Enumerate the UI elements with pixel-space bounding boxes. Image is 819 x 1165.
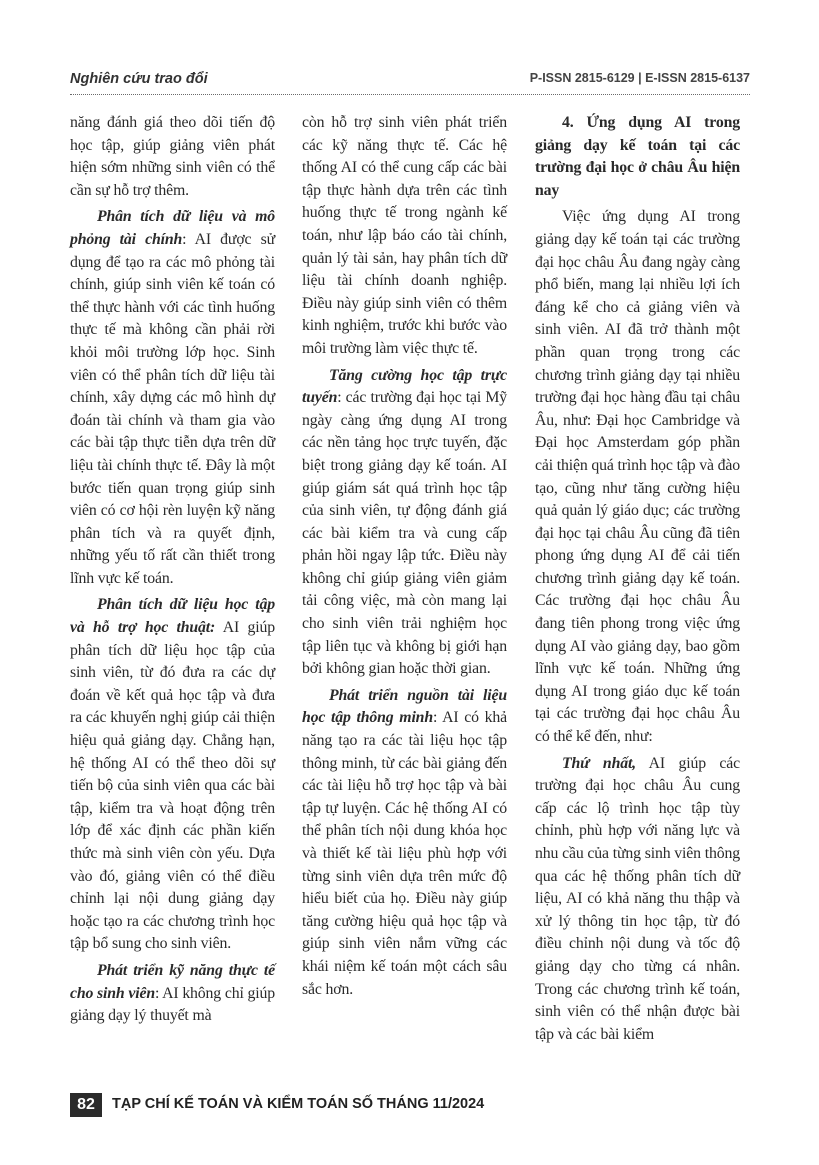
paragraph xyxy=(70,206,275,590)
header-divider xyxy=(70,94,750,95)
paragraph: còn hỗ trợ sinh viên phát triển các kỹ năng thực tế. Các hệ thống AI có thể cung cấp các bài tập thực hành dựa trên các tình huống thực tế trong ngành kế toán, như lập báo cáo tài chính, quản lý tài sản, hay phân tích dữ liệu tài chính doanh nghiệp. Điều này giúp sinh viên có thêm kinh nghiệm, trước khi bước vào môi trường làm việc thực tế. xyxy=(302,114,507,357)
page-footer xyxy=(70,1090,750,1120)
paragraph-lead: Phát triển nguồn tài liệu học tập thông minh xyxy=(302,686,507,727)
paragraph-lead: Phát triển kỹ năng thực tế cho sinh viên xyxy=(70,961,275,1002)
paragraph xyxy=(302,365,507,681)
page-header xyxy=(70,64,750,94)
paragraph xyxy=(535,753,740,1047)
journal-title: TẠP CHÍ KẾ TOÁN VÀ KIỂM TOÁN SỐ THÁNG 11/2024 xyxy=(112,1096,485,1112)
section-label: Nghiên cứu trao đổi xyxy=(70,71,208,87)
paragraph xyxy=(70,594,275,956)
paragraph: năng đánh giá theo dõi tiến độ học tập, giúp giảng viên phát hiện sớm những sinh viên có thể cần sự hỗ trợ thêm. xyxy=(70,114,275,199)
paragraph-body: : các trường đại học tại Mỹ ngày càng ứng dụng AI trong các nền tảng học trực tuyến, đặc biệt trong giảng dạy kế toán. AI giúp giám sát quá trình học tập của sinh viên, tự động đánh giá các bài kiểm tra và cung cấp phản hồi ngay lập tức. Điều này không chỉ giúp giảng viên giảm tải công việc, mà còn mang lại cho sinh viên trải nghiệm học tập liên tục và không bị giới hạn bởi không gian hoặc thời gian. xyxy=(302,389,507,678)
paragraph: Việc ứng dụng AI trong giảng dạy kế toán tại các trường đại học châu Âu đang ngày càng phổ biến, mang lại nhiều lợi ích đáng kể cho cả giảng viên và sinh viên. AI đã trở thành một phần quan trọng trong các chương trình giảng dạy tại nhiều trường đại học hàng đầu tại châu Âu, như: Đại học Cambridge và Đại học Amsterdam góp phần cải thiện quá trình học tập và đào tạo, cũng như tăng cường hiệu quả quản lý giáo dục; các trường đại học tại châu Âu cũng đã tiên phong ứng dụng AI để cải tiến chương trình giảng dạy kế toán. Các trường đại học châu Âu đang tiên phong trong việc ứng dụng AI vào giảng dạy, bao gồm lĩnh vực kế toán. Những ứng dụng AI trong giáo dục kế toán tại các trường đại học châu Âu có thể kể đến, như: xyxy=(535,208,741,746)
paragraph-lead: Thứ nhất, xyxy=(562,754,636,772)
paragraph-body: : AI không chỉ giúp giảng dạy lý thuyết mà xyxy=(70,984,275,1025)
paragraph-lead: Phân tích dữ liệu học tập và hỗ trợ học thuật: xyxy=(70,596,275,637)
paragraph-lead: Tăng cường học tập trực tuyến xyxy=(302,366,507,407)
paragraph-lead: Phân tích dữ liệu và mô phỏng tài chính xyxy=(70,208,275,248)
paragraph-body: AI giúp phân tích dữ liệu học tập của sinh viên, từ đó đưa ra các dự đoán về kết quả học tập và đưa ra các khuyến nghị giúp cải thiện hiệu quả giảng dạy. Chẳng hạn, hệ thống AI có thể theo dõi sự tiến bộ của sinh viên qua các bài tập, kiểm tra và hoạt động trên lớp để xác định các phần kiến thức mà sinh viên còn yếu. Dựa vào đó, giảng viên có thể điều chỉnh lại nội dung giảng dạy hoặc tạo ra các chương trình học tập bổ sung cho sinh viên. xyxy=(70,619,275,953)
section-heading: 4. Ứng dụng AI trong giảng dạy kế toán tại các trường đại học ở châu Âu hiện nay xyxy=(535,114,740,199)
paragraph xyxy=(302,685,507,1001)
paragraph-body: AI giúp các trường đại học châu Âu cung cấp các lộ trình học tập tùy chỉnh, phù hợp với năng lực và nhu cầu của từng sinh viên thông qua các hệ thống phân tích dữ liệu, AI có khả năng thu thập và xử lý thông tin học tập, từ đó điều chỉnh nội dung và tốc độ giảng dạy cho từng cá nhân. Trong các chương trình kế toán, sinh viên có thể nhận được bài tập và các bài kiểm xyxy=(535,754,741,1043)
column-2 xyxy=(302,112,507,1001)
column-3 xyxy=(535,112,740,1046)
column-1 xyxy=(70,112,275,1028)
paragraph-body: : AI được sử dụng để tạo ra các mô phỏng tài chính, giúp sinh viên kế toán có thể thực hành với các tình huống thực tế mà không cần phải rời khỏi môi trường lớp học. Sinh viên có thể phân tích dữ liệu tài chính, xây dựng các mô hình dự đoán tài chính và tham gia vào các bài tập thực tiễn dựa trên dữ liệu tài chính thực tế. Đây là một bước tiến quan trọng giúp sinh viên có cơ hội rèn luyện kỹ năng phân tích và ra quyết định, những yếu tố rất cần thiết trong lĩnh vực kế toán. xyxy=(70,230,275,587)
paragraph-body: : AI có khả năng tạo ra các tài liệu học tập thông minh, từ các bài giảng đến các tài liệu hỗ trợ học tập và bài tập tự luyện. Các hệ thống AI có thể phân tích nội dung khóa học và thiết kế tài liệu phù hợp với từng sinh viên dựa trên mức độ hiểu biết của họ. Điều này giúp tăng cường hiệu quả học tập và giúp sinh viên nắm vững các khái niệm kế toán một cách sâu sắc hơn. xyxy=(302,709,507,998)
paragraph xyxy=(70,960,275,1028)
issn-label: P-ISSN 2815-6129 | E-ISSN 2815-6137 xyxy=(529,71,750,85)
page-number: 82 xyxy=(70,1093,102,1117)
